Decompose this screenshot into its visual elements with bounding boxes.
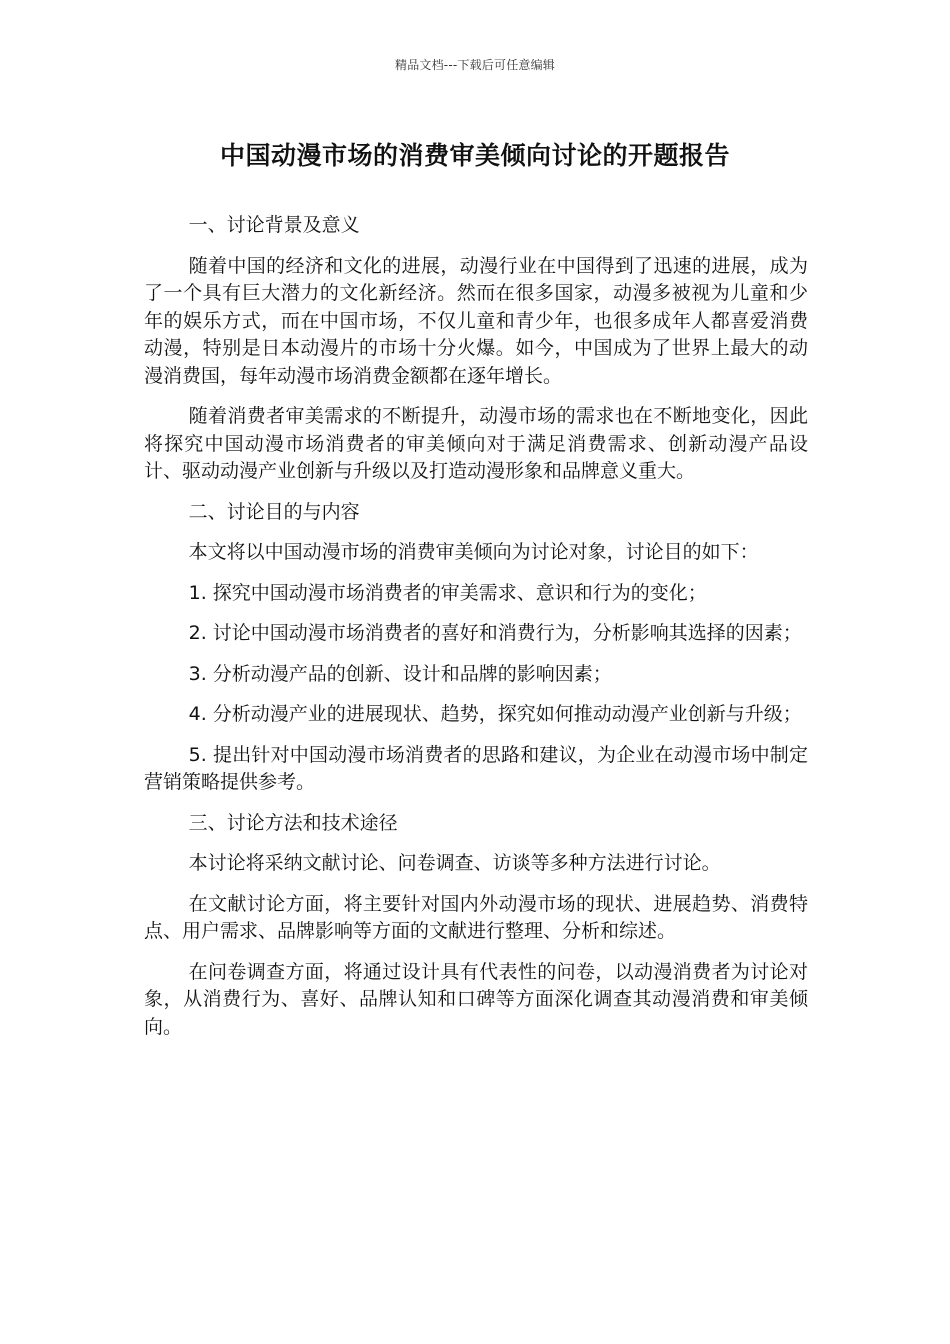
list-item-objective-5: 5. 提出针对中国动漫市场消费者的思路和建议，为企业在动漫市场中制定营销策略提供参考。 [144, 743, 808, 793]
list-item-objective-3: 3. 分析动漫产品的创新、设计和品牌的影响因素； [188, 662, 612, 685]
paragraph-literature-review: 在文献讨论方面，将主要针对国内外动漫市场的现状、进展趋势、消费特点、用户需求、品牌影响等方面的文献进行整理、分析和综述。 [144, 892, 808, 942]
section-heading-methods: 三、讨论方法和技术途径 [188, 811, 398, 834]
section-heading-objectives: 二、讨论目的与内容 [188, 500, 360, 523]
paragraph-background-1: 随着中国的经济和文化的进展，动漫行业在中国得到了迅速的进展，成为了一个具有巨大潜力的文化新经济。然而在很多国家，动漫多被视为儿童和少年的娱乐方式，而在中国市场，不仅儿童和青少年，也很多成年人都喜爱消费动漫，特别是日本动漫片的市场十分火爆。如今，中国成为了世界上最大的动漫消费国，每年动漫市场消费金额都在逐年增长。 [144, 254, 808, 387]
list-item-objective-1: 1. 探究中国动漫市场消费者的审美需求、意识和行为的变化； [188, 581, 707, 604]
section-heading-background: 一、讨论背景及意义 [188, 214, 360, 236]
paragraph-background-2: 随着消费者审美需求的不断提升，动漫市场的需求也在不断地变化，因此将探究中国动漫市场消费者的审美倾向对于满足消费需求、创新动漫产品设计、驱动动漫产业创新与升级以及打造动漫形象和品牌意义重大。 [144, 405, 808, 482]
page-header-text: 精品文档---下载后可任意编辑 [395, 58, 555, 72]
paragraph-objectives-intro: 本文将以中国动漫市场的消费审美倾向为讨论对象，讨论目的如下： [188, 541, 759, 563]
document-title: 中国动漫市场的消费审美倾向讨论的开题报告 [219, 141, 730, 170]
list-item-objective-2: 2. 讨论中国动漫市场消费者的喜好和消费行为，分析影响其选择的因素； [188, 622, 802, 644]
paragraph-questionnaire: 在问卷调查方面，将通过设计具有代表性的问卷，以动漫消费者为讨论对象，从消费行为、喜好、品牌认知和口碑等方面深化调查其动漫消费和审美倾向。 [144, 960, 808, 1038]
paragraph-methods-intro: 本讨论将采纳文献讨论、问卷调查、访谈等多种方法进行讨论。 [188, 852, 721, 874]
document-body [144, 212, 808, 1054]
list-item-objective-4: 4. 分析动漫产业的进展现状、趋势，探究如何推动动漫产业创新与升级； [188, 703, 802, 725]
